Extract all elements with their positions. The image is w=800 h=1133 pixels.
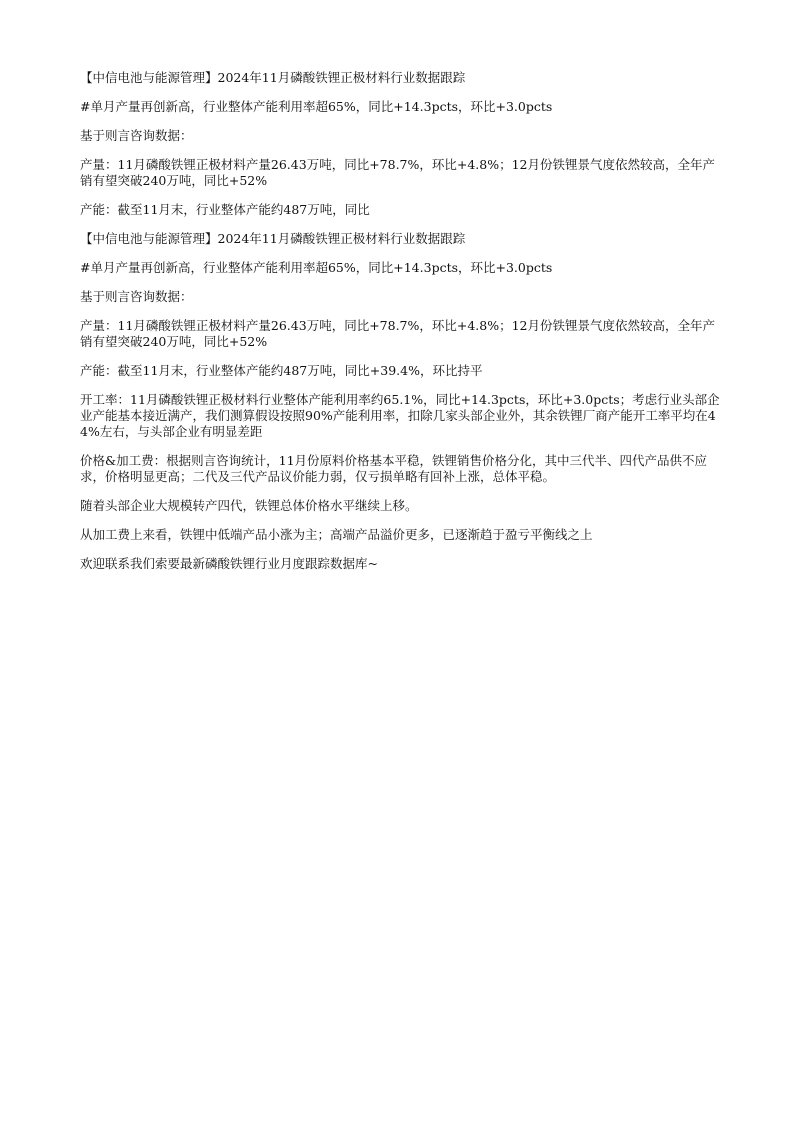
- paragraph-price: 价格&加工费：根据则言咨询统计，11月份原料价格基本平稳，铁锂销售价格分化，其中三代半、四代产品供不应求，价格明显更高；二代及三代产品议价能力弱，仅亏损单略有回补上涨，总体平稳。: [80, 453, 708, 484]
- paragraph-trend: 随着头部企业大规模转产四代，铁锂总体价格水平继续上移。: [80, 498, 418, 513]
- paragraph-headline-1: #单月产量再创新高，行业整体产能利用率超65%，同比+14.3pcts，环比+3.0pcts: [80, 99, 553, 114]
- document-body: [80, 70, 720, 585]
- paragraph-output-1: 产量：11月磷酸铁锂正极材料产量26.43万吨，同比+78.7%，环比+4.8%；12月份铁锂景气度依然较高，全年产销有望突破240万吨，同比+52%: [80, 157, 716, 188]
- paragraph-processing-fee: 从加工费上来看，铁锂中低端产品小涨为主；高端产品溢价更多，已逐渐趋于盈亏平衡线之上: [80, 527, 593, 542]
- paragraph-capacity-2: 产能：截至11月末，行业整体产能约487万吨，同比+39.4%，环比持平: [80, 363, 483, 378]
- paragraph-utilization: 开工率：11月磷酸铁锂正极材料行业整体产能利用率约65.1%，同比+14.3pcts，环比+3.0pcts；考虑行业头部企业产能基本接近满产，我们测算假设按照90%产能利用率，扣除几家头部企业外，其余铁锂厂商产能开工率平均在44%左右，与头部企业有明显差距: [80, 392, 720, 439]
- paragraph-capacity-1: 产能：截至11月末，行业整体产能约487万吨，同比: [80, 202, 370, 217]
- paragraph-contact: 欢迎联系我们索要最新磷酸铁锂行业月度跟踪数据库~: [80, 556, 378, 571]
- paragraph-source-1: 基于则言咨询数据：: [80, 128, 193, 143]
- paragraph-output-2: 产量：11月磷酸铁锂正极材料产量26.43万吨，同比+78.7%，环比+4.8%；12月份铁锂景气度依然较高，全年产销有望突破240万吨，同比+52%: [80, 318, 716, 349]
- paragraph-source-2: 基于则言咨询数据：: [80, 289, 193, 304]
- paragraph-title-2: 【中信电池与能源管理】2024年11月磷酸铁锂正极材料行业数据跟踪: [80, 231, 466, 246]
- paragraph-headline-2: #单月产量再创新高，行业整体产能利用率超65%，同比+14.3pcts，环比+3.0pcts: [80, 260, 553, 275]
- paragraph-title-1: 【中信电池与能源管理】2024年11月磷酸铁锂正极材料行业数据跟踪: [80, 70, 466, 85]
